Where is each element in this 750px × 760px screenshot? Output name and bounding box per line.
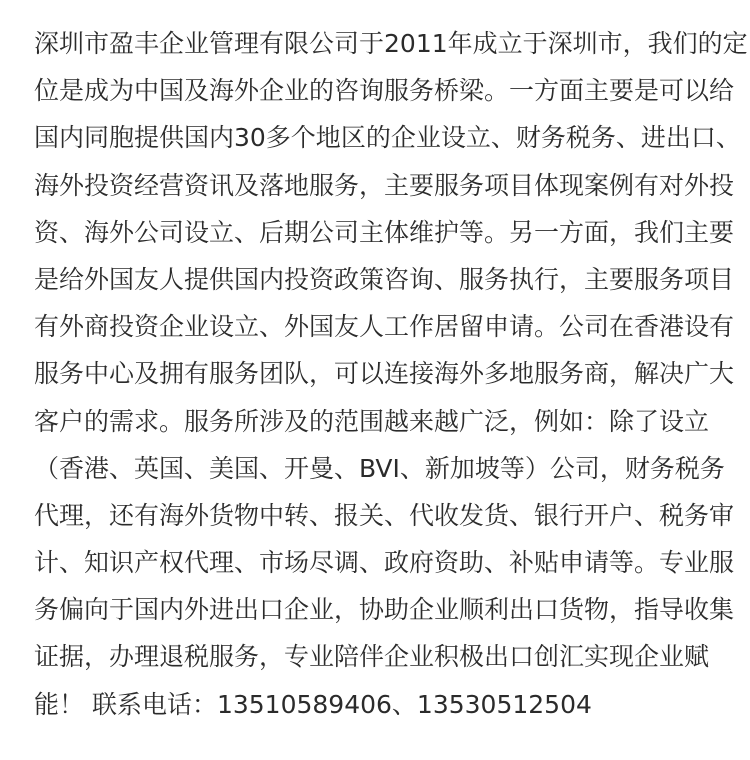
text-line: 客户的需求。服务所涉及的范围越来越广泛，例如：除了设立 bbox=[34, 406, 710, 436]
text-line: 深圳市盈丰企业管理有限公司于2011年成立于深圳市，我们的定 bbox=[34, 29, 748, 58]
text-line: 务偏向于国内外进出口企业，协助企业顺利出口货物，指导收集 bbox=[34, 595, 735, 625]
text-line: 有外商投资企业设立、外国友人工作居留申请。公司在香港设有 bbox=[34, 312, 735, 342]
text-line: 证据，办理退税服务，专业陪伴企业积极出口创汇实现企业赋 bbox=[34, 642, 710, 672]
text-line: 海外投资经营资讯及落地服务，主要服务项目体现案例有对外投 bbox=[34, 170, 735, 200]
contact-phone-line: 能！ 联系电话：13510589406、13530512504 bbox=[34, 689, 592, 719]
text-line: 服务中心及拥有服务团队，可以连接海外多地服务商，解决广大 bbox=[34, 359, 735, 389]
text-line: （香港、英国、美国、开曼、BVI、新加坡等）公司，财务税务 bbox=[34, 453, 725, 483]
text-line: 是给外国友人提供国内投资政策咨询、服务执行，主要服务项目 bbox=[34, 264, 735, 294]
text-line: 国内同胞提供国内30多个地区的企业设立、财务税务、进出口、 bbox=[34, 123, 741, 153]
text-line: 代理，还有海外货物中转、报关、代收发货、银行开户、税务审 bbox=[34, 500, 735, 530]
text-line: 资、海外公司设立、后期公司主体维护等。另一方面，我们主要 bbox=[34, 217, 735, 247]
text-line: 位是成为中国及海外企业的咨询服务桥梁。一方面主要是可以给 bbox=[34, 76, 735, 106]
text-line: 计、知识产权代理、市场尽调、政府资助、补贴申请等。专业服 bbox=[34, 548, 735, 578]
